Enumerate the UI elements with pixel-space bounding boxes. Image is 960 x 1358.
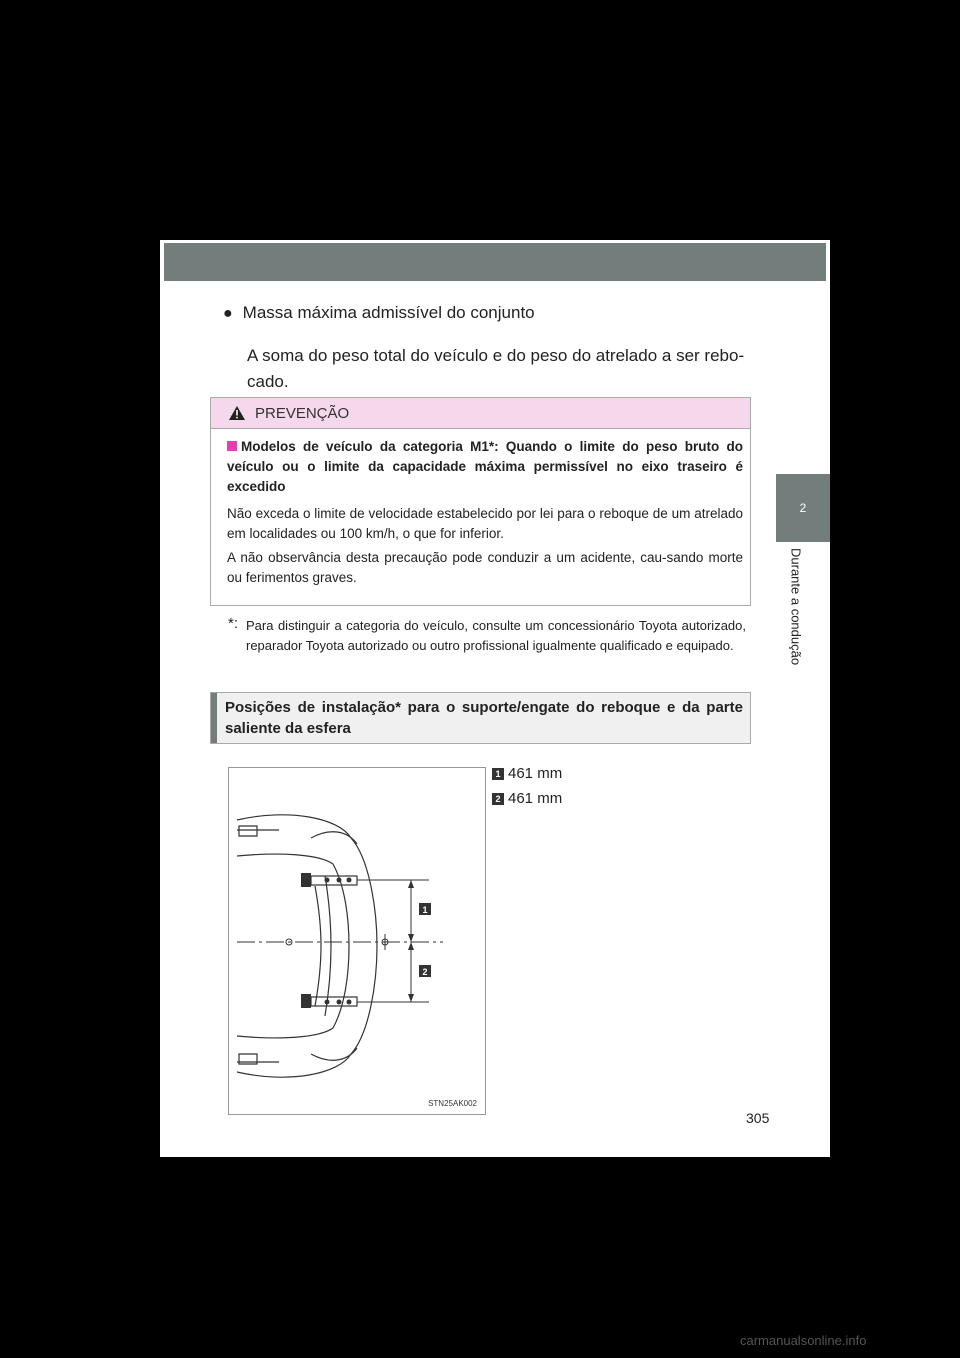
bullet-title: Massa máxima admissível do conjunto	[242, 303, 535, 322]
warning-paragraph-1: Não exceda o limite de velocidade estabelecido por lei para o reboque de um atrelado em localidades ou 100 km/h, o que for inferior.	[227, 506, 743, 541]
section-heading	[210, 692, 751, 744]
dimension-badge-1: 1	[492, 768, 504, 780]
dimension-value-1: 461 mm	[508, 765, 563, 782]
section-title: Posições de instalação* para o suporte/engate do reboque e da parte saliente da esfera	[225, 699, 743, 737]
dimension-value-2: 461 mm	[508, 790, 563, 807]
vehicle-diagram	[228, 767, 486, 1115]
warning-paragraph-2: A não observância desta precaução pode conduzir a um acidente, cau-sando morte ou ferimentos graves.	[227, 550, 743, 585]
footnote-text: Para distinguir a categoria do veículo, consulte um concessionário Toyota autorizado, reparador Toyota autorizado ou outro profissional igualmente qualificado e equipado.	[246, 618, 746, 653]
diagram-label-1: 1	[422, 905, 428, 915]
bullet-dot-icon: ●	[223, 305, 233, 322]
section-stripe	[211, 693, 217, 743]
watermark: carmanualsonline.info	[740, 1333, 867, 1348]
diagram-label-2: 2	[422, 967, 428, 977]
warning-title: PREVENÇÃO	[255, 404, 350, 422]
warning-subtitle	[227, 437, 743, 497]
warning-box	[210, 397, 751, 606]
warning-header	[211, 398, 750, 429]
header-bar	[164, 243, 826, 281]
diagram-code: STN25AK002	[428, 1099, 477, 1108]
pink-square-icon	[227, 441, 237, 451]
chapter-label: Durante a condução	[788, 548, 804, 666]
dimension-item-2	[492, 790, 562, 807]
warning-subtitle-text: Modelos de veículo da categoria M1*: Quando o limite do peso bruto do veículo ou o limite da capacidade máxima permissível no eixo traseiro é excedido	[227, 439, 743, 494]
dimension-badge-2: 2	[492, 793, 504, 805]
dimension-item-1	[492, 765, 562, 782]
vehicle-top-view-illustration	[229, 768, 485, 1114]
footnote-marker: *:	[228, 615, 239, 632]
page-number: 305	[746, 1110, 770, 1126]
chapter-number: 2	[799, 501, 807, 515]
bullet-paragraph: A soma do peso total do veículo e do peso do atrelado a ser rebo-cado.	[247, 346, 745, 391]
bullet-heading	[223, 303, 535, 323]
chapter-tab[interactable]	[776, 474, 830, 542]
footnote	[228, 616, 746, 656]
warning-triangle-icon	[229, 406, 245, 420]
